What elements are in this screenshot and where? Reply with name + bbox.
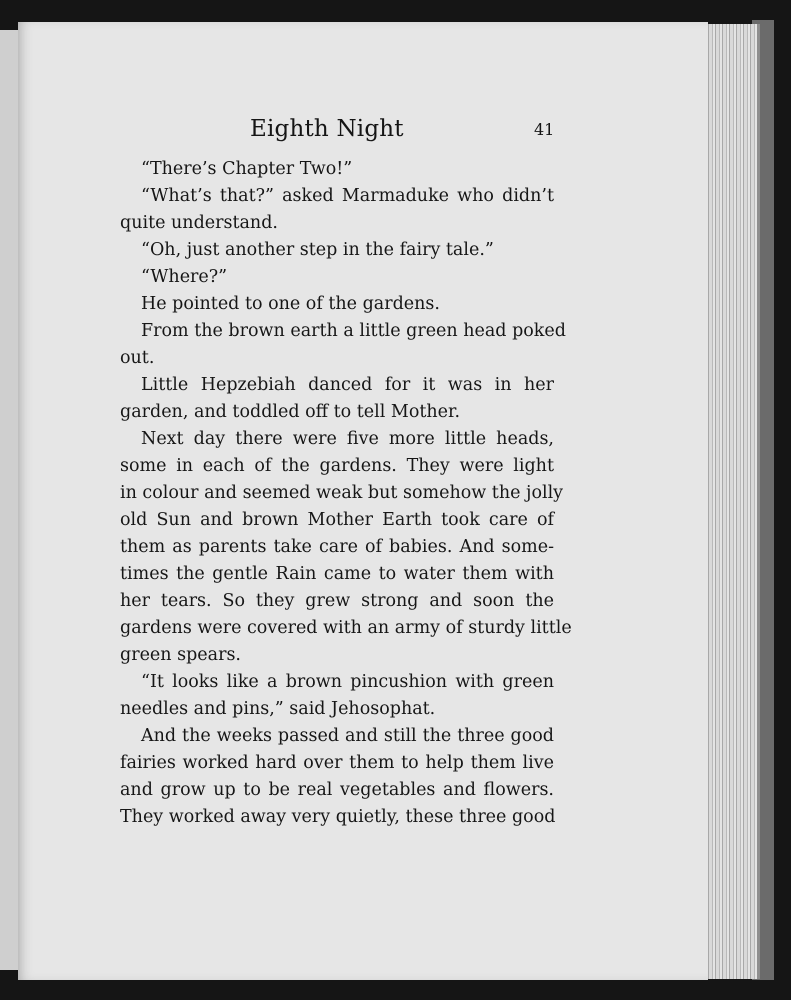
text-line: “Where?” [141,267,228,287]
text-line: fairies worked hard over them to help them live [120,753,554,773]
text-line: He pointed to one of the gardens. [141,294,440,314]
text-line: “What’s that?” asked Marmaduke who didn’t [141,186,554,206]
text-line: “There’s Chapter Two!” [141,159,353,179]
text-line: quite understand. [120,213,278,233]
text-line: Little Hepzebiah danced for it was in her [141,375,554,395]
text-line: “Oh, just another step in the fairy tale.” [141,240,494,260]
text-line: They worked away very quietly, these three good [120,807,556,827]
text-line: “It looks like a brown pincushion with green [141,672,554,692]
text-line: in colour and seemed weak but somehow the jolly [120,483,564,503]
text-line: needles and pins,” said Jehosophat. [120,699,436,719]
text-line: times the gentle Rain came to water them with [120,564,554,584]
running-title: Eighth Night [250,116,404,142]
page-header [18,116,708,156]
book-page [18,22,708,980]
text-line: old Sun and brown Mother Earth took care of [120,510,554,530]
left-page-edge [0,30,20,970]
text-line: garden, and toddled off to tell Mother. [120,402,461,422]
text-line: green spears. [120,645,241,665]
text-line: gardens were covered with an army of sturdy little [120,618,572,638]
text-line: And the weeks passed and still the three good [141,726,554,746]
text-line: out. [120,348,155,368]
text-line: Next day there were five more little heads, [141,429,554,449]
page-number: 41 [534,120,555,139]
text-line: some in each of the gardens. They were light [120,456,554,476]
text-line: her tears. So they grew strong and soon the [120,591,554,611]
text-line: From the brown earth a little green head poked [141,321,566,341]
text-line: and grow up to be real vegetables and flowers. [120,780,554,800]
text-line: them as parents take care of babies. And some- [120,537,554,557]
